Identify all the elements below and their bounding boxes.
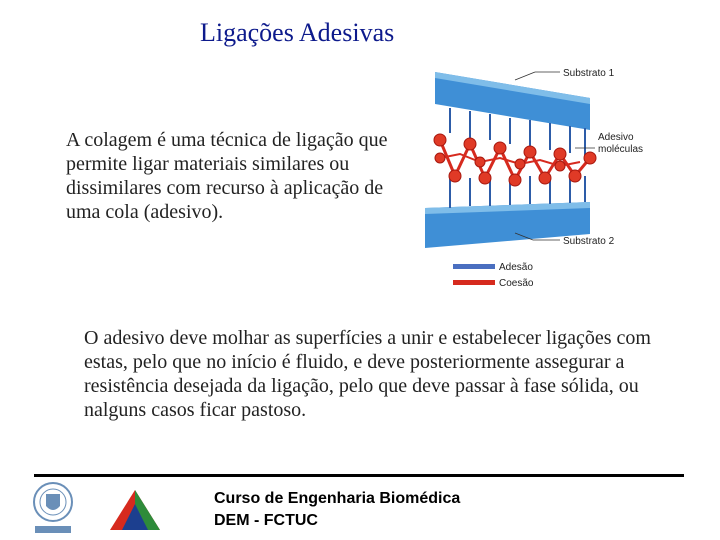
footer-text xyxy=(214,488,460,532)
footer-divider xyxy=(34,474,684,477)
legend-adhesion-swatch xyxy=(453,264,495,269)
adhesive-bond-diagram xyxy=(415,58,680,298)
slide-title: Ligações Adesivas xyxy=(200,18,395,47)
intro-paragraph: A colagem é uma técnica de ligação que permite ligar materiais similares ou dissimilares com recurso à aplicação de uma cola (adesivo). xyxy=(66,129,388,223)
legend-adhesion-label: Adesão xyxy=(499,262,533,273)
label-molecules: moléculas xyxy=(598,144,644,155)
legend-cohesion-swatch xyxy=(453,280,495,285)
label-adhesive: Adesivo xyxy=(598,132,634,143)
label-substrate-2: Substrato 2 xyxy=(563,236,615,247)
label-substrate-1: Substrato 1 xyxy=(563,68,615,79)
legend-cohesion-label: Coesão xyxy=(499,278,534,289)
detail-paragraph: O adesivo deve molhar as superfícies a unir e estabelecer ligações com estas, pelo que no início é fluido, e deve posteriormente assegurar a resistência desejada da ligação, pelo que deve passar à fase sólida, ou nalguns casos ficar pastoso. xyxy=(84,327,651,421)
university-seal-icon xyxy=(30,480,76,536)
footer-course: Curso de Engenharia Biomédica xyxy=(214,490,461,507)
faculty-logo-icon xyxy=(108,488,162,532)
footer-department: DEM - FCTUC xyxy=(214,512,318,529)
